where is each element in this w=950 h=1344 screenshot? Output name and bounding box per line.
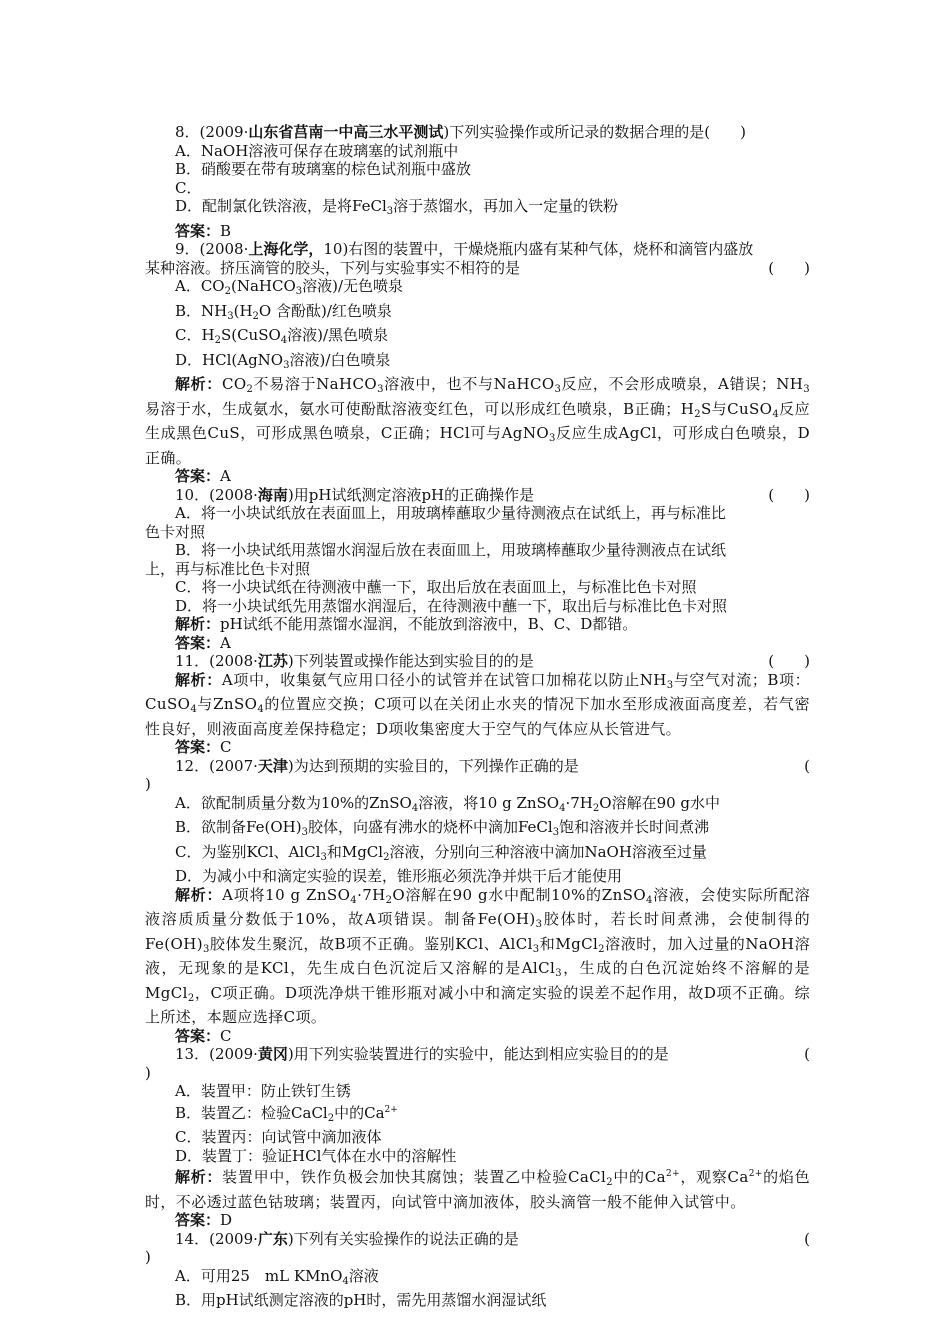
question-12-answer: 答案：C [175, 1026, 232, 1045]
question-13-option-d: D．装置丁：验证HCl气体在水中的溶解性 [175, 1146, 457, 1165]
question-8-option-d: D．配制氯化铁溶液，是将FeCl$_3$溶于蒸馏水，再加入一定量的铁粉 [175, 197, 619, 217]
question-9-option-a: A．$CO_2(NaHCO_3$溶液)/无色喷泉 [175, 277, 404, 297]
question-11-explanation: 解析：A项中，收集氨气应用口径小的试管并在试管口加棉花以防止$NH_3$与空气对流；B项：CuSO$_4$与ZnSO$_4$的位置应交换；C项可以在关闭止水夹的情况下加水至形成液面高度差，若气密性良好，则液面高度差保持稳定；D项收集密度大于空气的气体应从长管进气。 [145, 670, 810, 738]
question-13-explanation: 解析：装置甲中，铁作负极会加快其腐蚀；装置乙中检验CaCl$_2$中的$Ca^{2+}$，观察$Ca^{2+}$的焰色时，不必透过蓝色钴玻璃；装置丙，向试管中滴加液体，胶头滴管一般不能伸入试管中。 [145, 1168, 811, 1211]
question-8-option-a: A．NaOH溶液可保存在玻璃塞的试剂瓶中 [175, 141, 459, 160]
question-12-option-b: B．欲制备$Fe(OH)_3$胶体，向盛有沸水的烧杯中滴加FeCl$_3$饱和溶液并长时间煮沸 [175, 818, 710, 838]
question-9-explanation: 解析：$CO_2$不易溶于NaHCO$_3$溶液中，也不与NaHCO$_3$反应，不会形成喷泉，A错误；$NH_3$易溶于水，生成氨水，氨水可使酚酞溶液变红色，可以形成红色喷泉，B正确；$H_2S$与CuSO$_4$反应生成黑色CuS，可形成黑色喷泉，C正确；HCl可与AgNO$_3$反应生成AgCl，可形成白色喷泉，D正确。 [145, 375, 810, 467]
question-10-option-a-cont: 色卡对照 [145, 522, 206, 541]
question-8-answer: 答案：B [175, 221, 232, 240]
question-9-stem: 9．(2008·上海化学，10)右图的装置中，干燥烧瓶内盛有某种气体，烧杯和滴管内盛放 [175, 240, 754, 258]
question-13-option-a: A．装置甲：防止铁钉生锈 [175, 1082, 351, 1100]
question-11-stem: 11．(2008·江苏)下列装置或操作能达到实验目的的是 ( ) [175, 652, 810, 670]
question-8-stem: 8．(2009·山东省莒南一中高三水平测试)下列实验操作或所记录的数据合理的是( ) [175, 123, 746, 141]
question-10-explanation: 解析：pH试纸不能用蒸馏水湿润，不能放到溶液中，B、C、D都错。 [175, 615, 638, 633]
question-12-explanation: 解析：A项将10 g $ZnSO_4\cdot 7H_2O$溶解在90 g水中配制10%的ZnSO$_4$溶液，会使实际所配溶液溶质质量分数低于10%，故A项错误。制备$Fe(OH)_3$胶体时，若长时间煮沸，会使制得的$Fe(OH)_3$胶体发生聚沉，故B项不正确。鉴别KCl、AlCl$_3$和MgCl$_2$溶液时，加入过量的NaOH溶液，无现象的是KCl，先生成白色沉淀后又溶解的是AlCl$_3$，生成的白色沉淀始终不溶解的是MgCl$_2$，C项正确。D项洗净烘干锥形瓶对减小中和滴定实验的误差不起作用，故D项不正确。综上所述，本题应选择C项。 [145, 885, 811, 1026]
question-11-answer: 答案：C [175, 738, 232, 756]
question-12-option-c: C．为鉴别KCl、AlCl$_3$和MgCl$_2$溶液，分别向三种溶液中滴加NaOH溶液至过量 [175, 842, 707, 863]
question-9-option-c: C．$H_2S(CuSO_4$溶液)/黑色喷泉 [175, 326, 389, 346]
question-13-answer: 答案：D [175, 1211, 233, 1229]
question-13-option-b: B．装置乙：检验CaCl$_2$中的$Ca^{2+}$ [175, 1103, 398, 1124]
question-12-stem: 12．(2007·天津)为达到预期的实验目的，下列操作正确的是 ( [175, 756, 810, 775]
question-13-paren-close: ) [145, 1063, 151, 1082]
question-14-option-a: A．可用25 mL KMnO$_4$溶液 [175, 1266, 379, 1287]
question-13-option-c: C．装置丙：向试管中滴加液体 [175, 1128, 382, 1146]
question-9-option-d: D．HCl(AgNO$_3$溶液)/白色喷泉 [175, 350, 391, 371]
question-10-option-a: A．将一小块试纸放在表面皿上，用玻璃棒蘸取少量待测液点在试纸上，再与标准比 [175, 504, 726, 522]
question-12-option-d: D．为减小中和滴定实验的误差，锥形瓶必须洗净并烘干后才能使用 [175, 867, 623, 885]
question-9-stem-cont: 某种溶液。挤压滴管的胶头，下列与实验事实不相符的是 ( ) [145, 258, 810, 277]
question-10-option-b-cont: 上，再与标准比色卡对照 [145, 559, 311, 578]
question-9-option-b: B．$NH_3(H_2O$ 含酚酞)/红色喷泉 [175, 301, 392, 322]
question-14-option-b: B．用pH试纸测定溶液的pH时，需先用蒸馏水润湿试纸 [175, 1291, 547, 1309]
question-8-option-c: C． [175, 178, 202, 197]
question-14-stem: 14．(2009·广东)下列有关实验操作的说法正确的是 ( [175, 1229, 810, 1248]
question-10-answer: 答案：A [175, 633, 231, 652]
question-10-option-b: B．将一小块试纸用蒸馏水润湿后放在表面皿上，用玻璃棒蘸取少量待测液点在试纸 [175, 541, 727, 559]
question-14-paren-close: ) [145, 1248, 151, 1266]
question-10-option-d: D．将一小块试纸先用蒸馏水润湿后，在待测液中蘸一下，取出后与标准比色卡对照 [175, 596, 728, 615]
question-10-stem: 10．(2008·海南)用pH试纸测定溶液pH的正确操作是 ( ) [175, 485, 810, 504]
question-12-paren-close: ) [145, 775, 151, 793]
question-9-answer: 答案：A [175, 467, 231, 485]
question-8-option-b: B．硝酸要在带有玻璃塞的棕色试剂瓶中盛放 [175, 160, 472, 178]
question-12-option-a: A．欲配制质量分数为10%的ZnSO$_4$溶液，将10 g $ZnSO_4\cdot 7H_2O$溶解在90 g水中 [175, 793, 721, 814]
question-10-option-c: C．将一小块试纸在待测液中蘸一下，取出后放在表面皿上，与标准比色卡对照 [175, 578, 697, 596]
document-page [145, 123, 810, 1310]
question-13-stem: 13．(2009·黄冈)用下列实验装置进行的实验中，能达到相应实验目的的是 ( [175, 1045, 810, 1063]
